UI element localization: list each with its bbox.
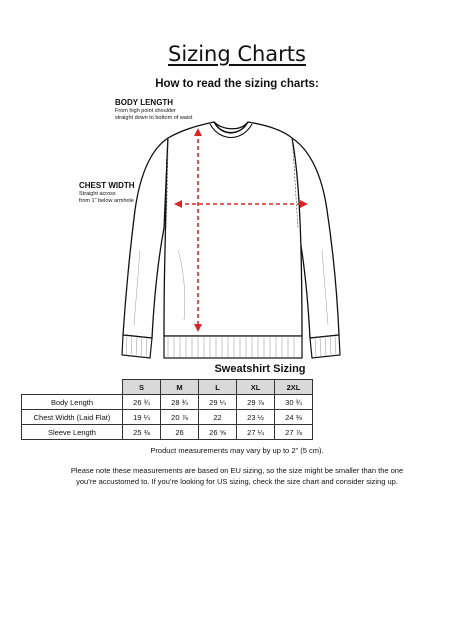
table-cell: 25 ⅜ — [123, 425, 161, 440]
measurement-variance-note: Product measurements may vary by up to 2" (5 cm). — [150, 446, 324, 455]
left-sleeve — [123, 138, 168, 338]
eu-sizing-note — [0, 465, 474, 487]
column-header-l: L — [199, 380, 237, 395]
table-cell: 24 ⅜ — [275, 410, 313, 425]
table-cell: 26 — [161, 425, 199, 440]
column-header-xl: XL — [237, 380, 275, 395]
table-cell: 30 ¾ — [275, 395, 313, 410]
table-corner-cell — [22, 380, 123, 395]
page-title: Sizing Charts — [168, 42, 306, 66]
row-label: Sleeve Length — [22, 425, 123, 440]
row-label: Body Length — [22, 395, 123, 410]
column-header-s: S — [123, 380, 161, 395]
table-cell: 29 ¼ — [199, 395, 237, 410]
column-header-2xl: 2XL — [275, 380, 313, 395]
eu-sizing-note-line-1: Please note these measurements are based on EU sizing, so the size might be smaller than the one — [70, 466, 404, 475]
size-table — [21, 379, 313, 440]
table-row — [22, 395, 313, 410]
table-cell: 26 ¾ — [123, 395, 161, 410]
table-cell: 27 ⅞ — [275, 425, 313, 440]
chest-width-label: CHEST WIDTH — [79, 181, 135, 190]
eu-sizing-note-line-2: you’re accustomed to. If you’re looking for US sizing, check the size chart and consider sizing up. — [76, 477, 398, 486]
table-title: Sweatshirt Sizing — [214, 363, 306, 375]
chest-width-desc-line-1: Straight across — [79, 191, 116, 197]
chest-width-desc-line-2: from 1" below armhole — [79, 198, 134, 204]
table-cell: 27 ¼ — [237, 425, 275, 440]
body-length-label: BODY LENGTH — [115, 98, 174, 107]
body-length-desc-line-1: From high point shoulder — [115, 108, 176, 114]
column-header-m: M — [161, 380, 199, 395]
table-cell: 19 ¼ — [123, 410, 161, 425]
table-cell: 26 ⅝ — [199, 425, 237, 440]
table-cell: 20 ⅞ — [161, 410, 199, 425]
table-cell: 28 ¾ — [161, 395, 199, 410]
waistband — [164, 336, 302, 358]
body-length-desc-line-2: straight down to bottom of waist — [115, 115, 193, 121]
table-cell: 22 — [199, 410, 237, 425]
page-subtitle: How to read the sizing charts: — [155, 78, 319, 90]
row-label: Chest Width (Laid Flat) — [22, 410, 123, 425]
table-cell: 23 ½ — [237, 410, 275, 425]
table-row — [22, 425, 313, 440]
table-row — [22, 410, 313, 425]
table-cell: 29 ⅞ — [237, 395, 275, 410]
table-header-row — [22, 380, 313, 395]
